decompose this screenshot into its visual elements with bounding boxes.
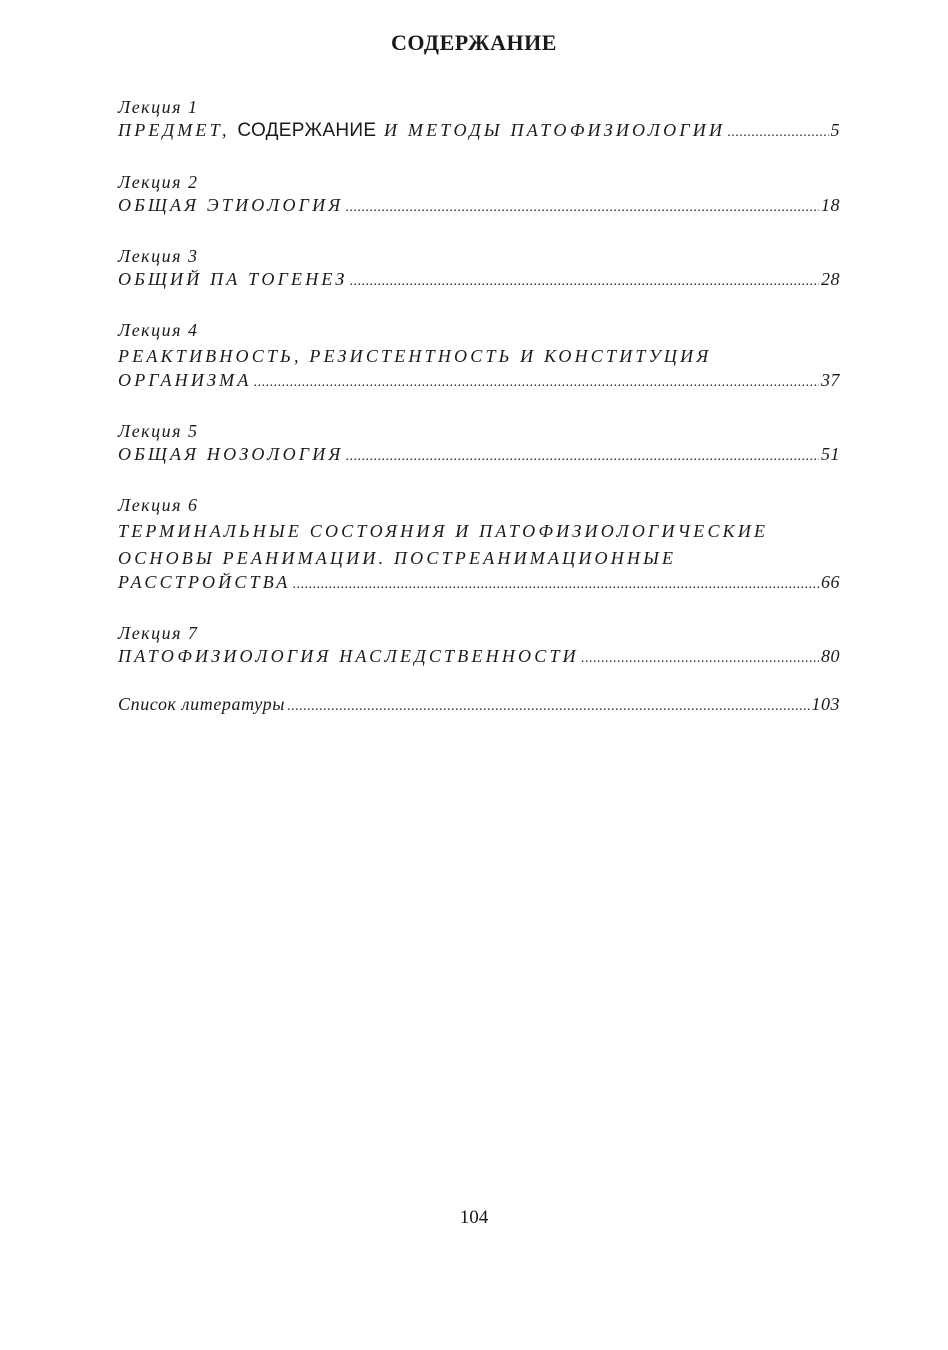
dot-leader: [727, 125, 828, 141]
dot-leader: [254, 375, 819, 391]
lecture-title: ОБЩАЯ ЭТИОЛОГИЯ: [118, 195, 344, 215]
lecture-label: Лекция 6: [118, 495, 199, 515]
toc-row: [118, 269, 840, 290]
toc-entry-lecture-4[interactable]: [118, 317, 840, 391]
dot-leader: [292, 577, 819, 593]
toc-entry-lecture-2[interactable]: [118, 169, 840, 216]
toc-entry-lecture-1[interactable]: [118, 94, 840, 142]
lecture-label: Лекция 2: [118, 172, 199, 192]
page-reference: 18: [821, 195, 840, 215]
page-reference: 66: [821, 572, 840, 592]
toc-row: [118, 694, 840, 715]
toc-row: [118, 444, 840, 465]
dot-leader: [345, 200, 819, 216]
lecture-title-line: ТЕРМИНАЛЬНЫЕ СОСТОЯНИЯ И ПАТОФИЗИОЛОГИЧЕСКИЕ: [118, 521, 769, 541]
references-label: Список литературы: [118, 694, 285, 714]
toc-entry-lecture-5[interactable]: [118, 418, 840, 465]
dot-leader: [345, 449, 819, 465]
page-number: 104: [459, 1207, 489, 1228]
page-reference: 51: [821, 444, 840, 464]
toc-row: [118, 120, 840, 142]
lecture-label: Лекция 3: [118, 246, 199, 266]
toc-row: [118, 370, 840, 391]
lecture-title-line: ОСНОВЫ РЕАНИМАЦИИ. ПОСТРЕАНИМАЦИОННЫЕ: [118, 548, 677, 568]
dot-leader: [581, 651, 819, 667]
lecture-title-line: РЕАКТИВНОСТЬ, РЕЗИСТЕНТНОСТЬ И КОНСТИТУЦИЯ: [118, 346, 712, 366]
page-reference: 103: [811, 694, 840, 714]
table-of-contents: [118, 94, 840, 742]
toc-entry-lecture-7[interactable]: [118, 620, 840, 667]
lecture-title: ПАТОФИЗИОЛОГИЯ НАСЛЕДСТВЕННОСТИ: [118, 646, 579, 666]
lecture-title: ОРГАНИЗМА: [118, 370, 252, 390]
dot-leader: [349, 274, 819, 290]
toc-entry-references[interactable]: [118, 694, 840, 715]
lecture-title: ПРЕДМЕТ, СОДЕРЖАНИЕ И МЕТОДЫ ПАТОФИЗИОЛОГИИ: [118, 120, 726, 141]
lecture-label: Лекция 7: [118, 623, 199, 643]
page-title: СОДЕРЖАНИЕ: [391, 30, 557, 55]
page-reference: 28: [821, 269, 840, 289]
toc-row: [118, 195, 840, 216]
toc-row: [118, 572, 840, 593]
lecture-title: ОБЩАЯ НОЗОЛОГИЯ: [118, 444, 344, 464]
page-reference: 80: [821, 646, 840, 666]
lecture-label: Лекция 4: [118, 320, 199, 340]
lecture-title: ОБЩИЙ ПА ТОГЕНЕЗ: [118, 269, 348, 289]
lecture-title: РАССТРОЙСТВА: [118, 572, 291, 592]
toc-row: [118, 646, 840, 667]
toc-entry-lecture-3[interactable]: [118, 243, 840, 290]
toc-entry-lecture-6[interactable]: [118, 492, 840, 593]
dot-leader: [287, 699, 810, 715]
lecture-label: Лекция 5: [118, 421, 199, 441]
page-reference: 5: [830, 120, 840, 140]
page-reference: 37: [821, 370, 840, 390]
lecture-label: Лекция 1: [118, 97, 199, 117]
